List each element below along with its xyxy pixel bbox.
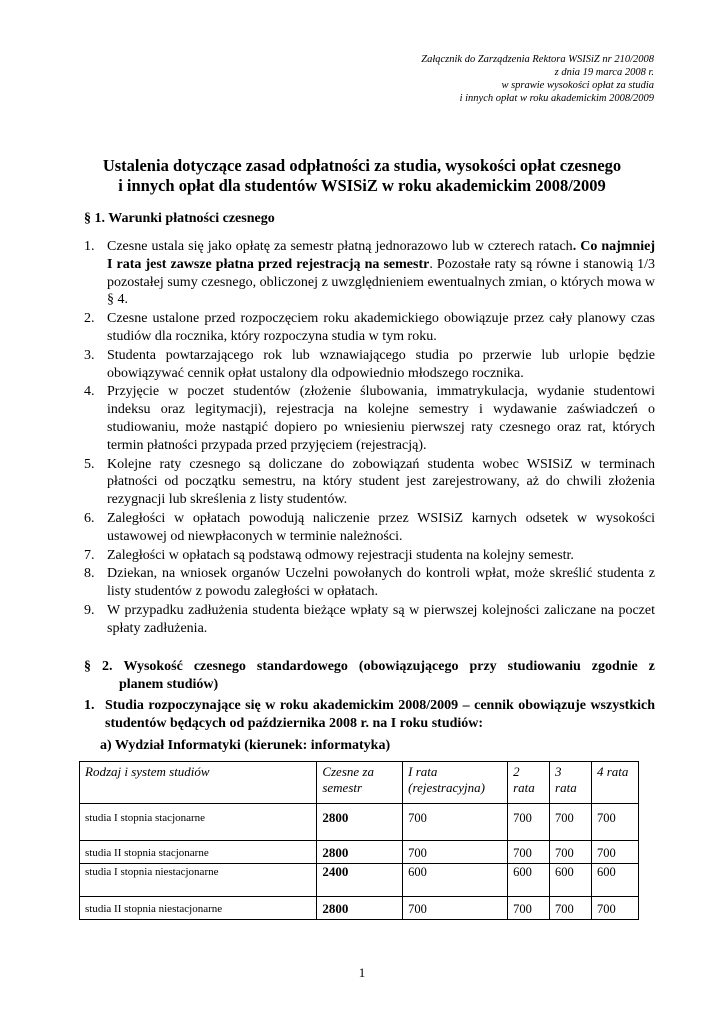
list-item-number: 3. (84, 347, 95, 363)
section-2-point-1 (84, 697, 655, 733)
table-cell: 700 (508, 841, 550, 864)
list-item (84, 565, 655, 601)
title-line: i innych opłat dla studentów WSISiZ w roku akademickim 2008/2009 (118, 176, 606, 195)
point-text: Studia rozpoczynające się w roku akademickim 2008/2009 – cennik obowiązuje wszystkich studentów będących od października 2008 r. na I roku studiów: (105, 698, 655, 731)
list-item-number: 8. (84, 566, 95, 582)
list-item (84, 510, 655, 546)
header-note-line: Załącznik do Zarządzenia Rektora WSISiZ nr 210/2008 (421, 54, 654, 65)
document-title (70, 156, 654, 196)
list-item-text: Dziekan, na wniosek organów Uczelni powołanych do kontroli wpłat, może skreślić studenta z listy studentów z powodu zaległości w opłatach. (107, 566, 655, 600)
table-cell: studia II stopnia stacjonarne (80, 841, 317, 864)
heading-word: standardowego (256, 659, 348, 674)
column-header: Czesne za semestr (317, 762, 403, 804)
fees-table (79, 761, 639, 920)
header-note-line: w sprawie wysokości opłat za studia (501, 80, 654, 91)
list-item-text: Kolejne raty czesnego są doliczane do zobowiązań studenta wobec WSISiZ w terminach płatności od początku semestru, na który student jest zarejestrowany, aż do chwili złożenia rezygnacji lub skreślenia z listy studentów. (107, 456, 655, 508)
table-row (80, 804, 639, 841)
table-cell: studia I stopnia stacjonarne (80, 804, 317, 841)
page-number: 1 (358, 965, 366, 980)
table-cell: 700 (550, 897, 592, 920)
list-item-text: Zaległości w opłatach powodują naliczenie przez WSISiZ karnych odsetek w wysokości ustawowej od niewpłaconych w terminie należności. (107, 510, 655, 544)
header-note-line: i innych opłat w roku akademickim 2008/2009 (459, 93, 654, 104)
column-header: Rodzaj i system studiów (80, 762, 317, 804)
table-cell: 600 (550, 864, 592, 897)
section-2-heading-line-1 (84, 658, 655, 676)
list-item (84, 602, 655, 638)
heading-word: Wysokość (123, 659, 183, 674)
list-item-number: 7. (84, 547, 95, 563)
list-item-text: Przyjęcie w poczet studentów (złożenie ślubowania, immatrykulacja, wydanie studentowi indeksu oraz legitymacji), rejestracja na kolejne semestry i wydawanie zaświadczeń o studiowaniu, może nastąpić dopiero po wniesieniu pierwszej raty czesnego oraz rat, których termin płatności przypada przed przyjęciem (rejestracją). (107, 384, 655, 453)
heading-word: zgodnie (591, 659, 638, 674)
list-item-text: Studenta powtarzającego rok lub wznawiającego studia po przerwie lub urlopie będzie obowiązywać cennik opłat ustalony dla odpowiednio młodszego rocznika. (107, 347, 655, 381)
table-cell: 2800 (317, 897, 403, 920)
list-item-number: 4. (84, 384, 95, 400)
table-cell: 700 (592, 897, 639, 920)
section-2-heading-line-2: planem studiów) (119, 677, 219, 692)
table-cell: 2800 (317, 804, 403, 841)
table-cell: 700 (403, 841, 508, 864)
column-header: 3 rata (550, 762, 592, 804)
list-item (84, 456, 655, 509)
list-item-number: 9. (84, 602, 95, 618)
section-1-heading: § 1. Warunki płatności czesnego (84, 211, 275, 226)
heading-word: (obowiązującego (358, 659, 459, 674)
list-item-text-tail: . Pozostałe raty są równe i stanowią 1/3 pozostałej sumy czesnego, obliczonej z uwzględnieniem ewentualnych zmian, o których mowa w § 4. (107, 256, 655, 308)
list-item-text: Czesne ustala się jako opłatę za semestr płatną jednorazowo lub w czterech ratach (107, 239, 573, 254)
list-item (84, 310, 655, 346)
list-item (84, 238, 655, 309)
subpoint-a-heading: a) Wydział Informatyki (kierunek: informatyka) (100, 738, 391, 753)
table-header-row (80, 762, 639, 804)
table-cell: 700 (550, 804, 592, 841)
table-cell: 700 (508, 804, 550, 841)
table-cell: 2400 (317, 864, 403, 897)
heading-word: § (84, 659, 91, 674)
list-item-text: Zaległości w opłatach są podstawą odmowy rejestracji studenta na kolejny semestr. (107, 547, 574, 563)
heading-word: przy (469, 659, 497, 674)
column-header: I rata (rejestracyjna) (403, 762, 508, 804)
table-cell: 700 (403, 897, 508, 920)
list-item-text: W przypadku zadłużenia studenta bieżące wpłaty są w pierwszej kolejności zaliczane na poczet spłaty zadłużenia. (107, 602, 655, 636)
table-cell: studia I stopnia niestacjonarne (80, 864, 317, 897)
table-row (80, 864, 639, 897)
heading-word: z (648, 659, 655, 674)
title-line: Ustalenia dotyczące zasad odpłatności za studia, wysokości opłat czesnego (102, 156, 622, 175)
point-number: 1. (84, 698, 95, 713)
header-note (294, 53, 654, 105)
list-item-number: 2. (84, 311, 95, 327)
column-header: 2 rata (508, 762, 550, 804)
table-cell: 700 (550, 841, 592, 864)
table-cell: 600 (592, 864, 639, 897)
header-note-line: z dnia 19 marca 2008 r. (554, 67, 654, 78)
section-1-list (84, 238, 655, 639)
list-item (84, 547, 655, 565)
list-item-number: 6. (84, 510, 95, 526)
column-header: 4 rata (592, 762, 639, 804)
table-row (80, 841, 639, 864)
list-item-bold-text: . Co najmniej I rata jest zawsze płatna przed rejestracją na semestr (107, 239, 655, 272)
heading-word: 2. (101, 659, 113, 674)
table-cell: studia II stopnia niestacjonarne (80, 897, 317, 920)
table-cell: 600 (508, 864, 550, 897)
list-item-number: 1. (84, 239, 95, 254)
list-item (84, 383, 655, 454)
list-item-text: Czesne ustalone przed rozpoczęciem roku akademickiego obowiązuje przez cały planowy czas studiów dla rocznika, który rozpoczyna studia w tym roku. (107, 311, 655, 344)
table-cell: 700 (403, 804, 508, 841)
table-row (80, 897, 639, 920)
list-item-number: 5. (84, 456, 95, 472)
table-cell: 700 (592, 841, 639, 864)
table-cell: 700 (592, 804, 639, 841)
section-2-heading (84, 658, 655, 694)
heading-word: czesnego (193, 659, 246, 674)
list-item (84, 347, 655, 383)
table-cell: 600 (403, 864, 508, 897)
table-cell: 700 (508, 897, 550, 920)
heading-word: studiowaniu (507, 659, 581, 674)
table-cell: 2800 (317, 841, 403, 864)
